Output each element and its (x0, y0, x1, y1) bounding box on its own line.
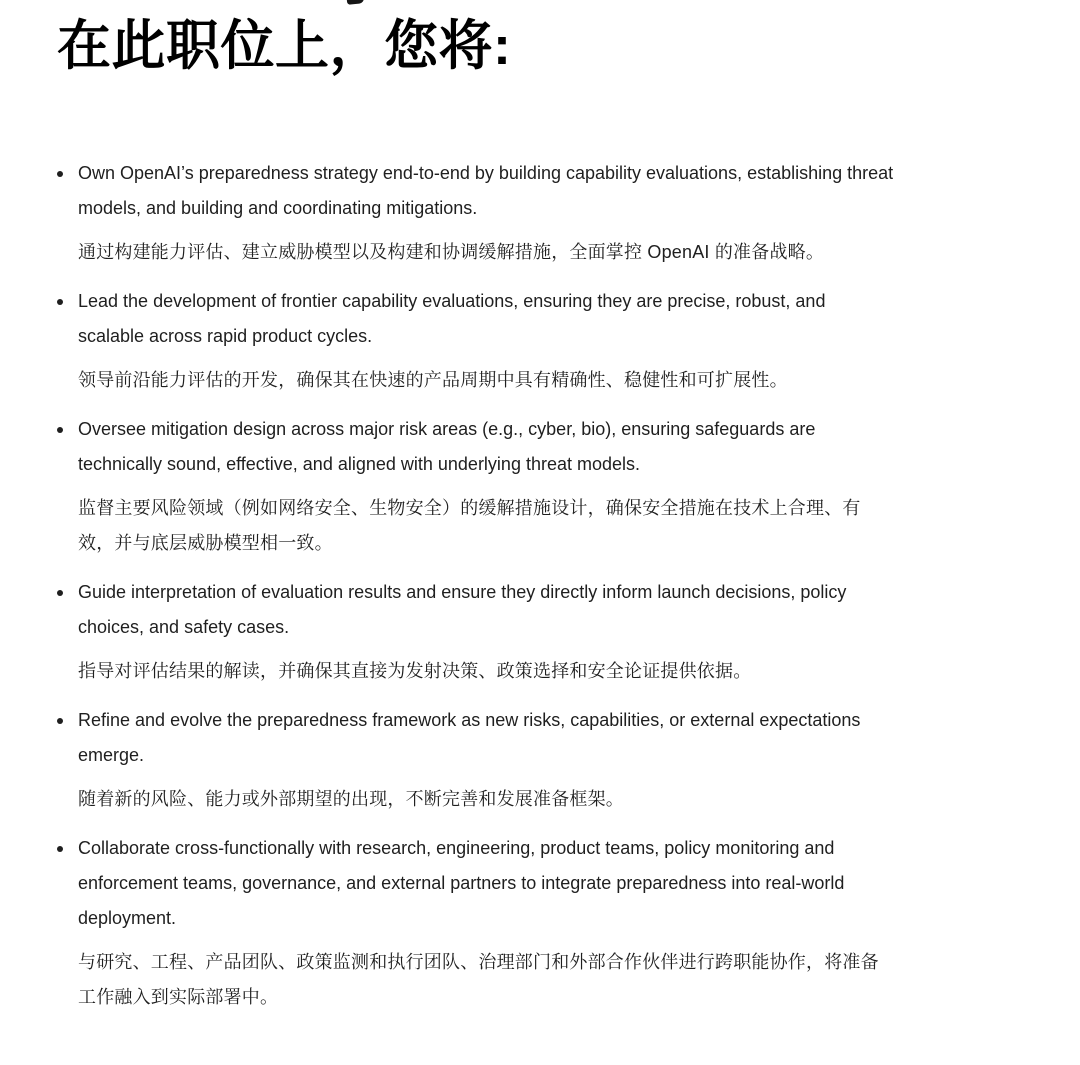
list-item (57, 412, 897, 561)
responsibilities-list (57, 156, 897, 1015)
responsibility-zh: 监督主要风险领域（例如网络安全、生物安全）的缓解措施设计，确保安全措施在技术上合理、有效，并与底层威胁模型相一致。 (78, 498, 861, 553)
bullet-dot (57, 590, 63, 596)
list-item (57, 703, 897, 817)
list-item (57, 575, 897, 689)
bullet-dot (57, 427, 63, 433)
responsibility-zh: 通过构建能力评估、建立威胁模型以及构建和协调缓解措施，全面掌控 OpenAI 的准备战略。 (78, 242, 825, 262)
bullet-dot (57, 718, 63, 724)
list-item (57, 831, 897, 1015)
responsibility-en: Oversee mitigation design across major risk areas (e.g., cyber, bio), ensuring safeguards are technically sound, effective, and aligned with underlying threat models. (78, 419, 816, 474)
responsibility-zh: 指导对评估结果的解读，并确保其直接为发射决策、政策选择和安全论证提供依据。 (78, 661, 752, 681)
responsibility-en: Refine and evolve the preparedness framework as new risks, capabilities, or external expectations emerge. (78, 710, 861, 765)
bullet-dot (57, 846, 63, 852)
bullet-dot (57, 299, 63, 305)
bullet-dot (57, 171, 63, 177)
list-item (57, 284, 897, 398)
responsibility-zh: 随着新的风险、能力或外部期望的出现，不断完善和发展准备框架。 (78, 789, 624, 809)
responsibility-zh: 领导前沿能力评估的开发，确保其在快速的产品周期中具有精确性、稳健性和可扩展性。 (78, 370, 788, 390)
responsibilities-section (57, 0, 897, 1015)
responsibility-en: Own OpenAI’s preparedness strategy end-to-end by building capability evaluations, establishing threat models, and building and coordinating mitigations. (78, 163, 894, 218)
responsibility-en: Collaborate cross-functionally with research, engineering, product teams, policy monitoring and enforcement teams, governance, and external partners to integrate preparedness into real-world deployment. (78, 838, 845, 928)
section-title: 在此职位上，您将: (57, 16, 512, 76)
responsibility-en: Lead the development of frontier capability evaluations, ensuring they are precise, robust, and scalable across rapid product cycles. (78, 291, 826, 346)
list-item (57, 156, 897, 270)
responsibility-zh: 与研究、工程、产品团队、政策监测和执行团队、治理部门和外部合作伙伴进行跨职能协作，将准备工作融入到实际部署中。 (78, 952, 879, 1007)
responsibility-en: Guide interpretation of evaluation results and ensure they directly inform launch decisions, policy choices, and safety cases. (78, 582, 847, 637)
